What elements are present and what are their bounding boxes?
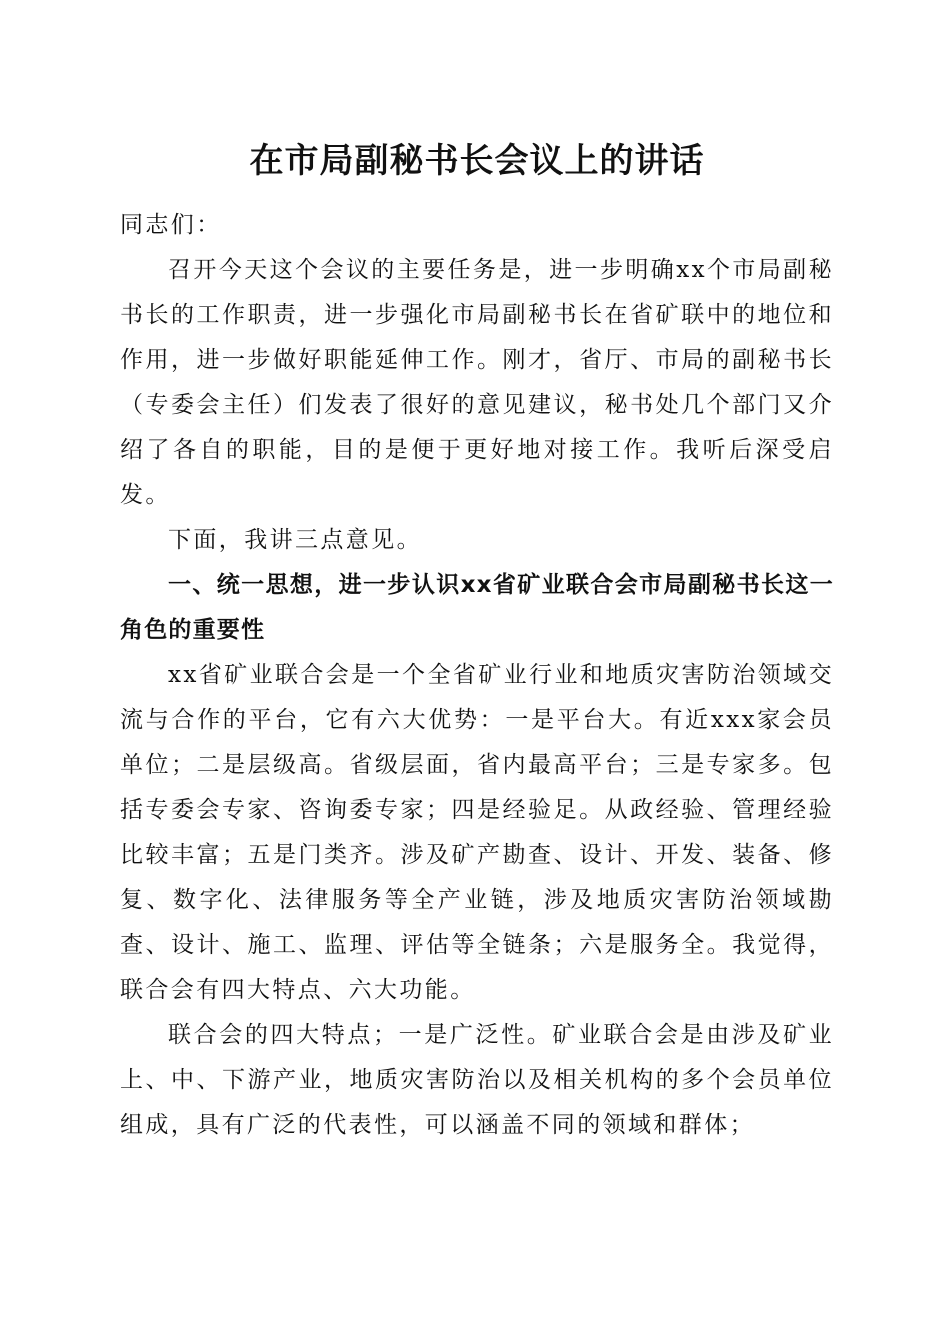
paragraph-features: 联合会的四大特点；一是广泛性。矿业联合会是由涉及矿业上、中、下游产业，地质灾害防治以及相关机构的多个会员单位组成，具有广泛的代表性，可以涵盖不同的领域和群体； [120, 1022, 834, 1138]
paragraph-intro: 召开今天这个会议的主要任务是，进一步明确xx个市局副秘书长的工作职责，进一步强化市局副秘书长在省矿联中的地位和作用，进一步做好职能延伸工作。刚才，省厅、市局的副秘书长（专委会主任）们发表了很好的意见建议，秘书处几个部门又介绍了各自的职能，目的是便于更好地对接工作。我听后深受启发。 [120, 257, 834, 508]
document-body [120, 203, 834, 1148]
document-title: 在市局副秘书长会议上的讲话 [249, 141, 705, 181]
paragraph-three-points: 下面，我讲三点意见。 [168, 527, 422, 553]
salutation: 同志们： [120, 212, 222, 238]
paragraph-advantages: xx省矿业联合会是一个全省矿业行业和地质灾害防治领域交流与合作的平台，它有六大优势：一是平台大。有近xxx家会员单位；二是层级高。省级层面，省内最高平台；三是专家多。包括专委会专家、咨询委专家；四是经验足。从政经验、管理经验比较丰富；五是门类齐。涉及矿产勘查、设计、开发、装备、修复、数字化、法律服务等全产业链，涉及地质灾害防治领域勘查、设计、施工、监理、评估等全链条；六是服务全。我觉得，联合会有四大特点、六大功能。 [120, 662, 834, 1003]
section-heading-1: 一、统一思想，进一步认识xx省矿业联合会市局副秘书长这一角色的重要性 [120, 572, 834, 643]
